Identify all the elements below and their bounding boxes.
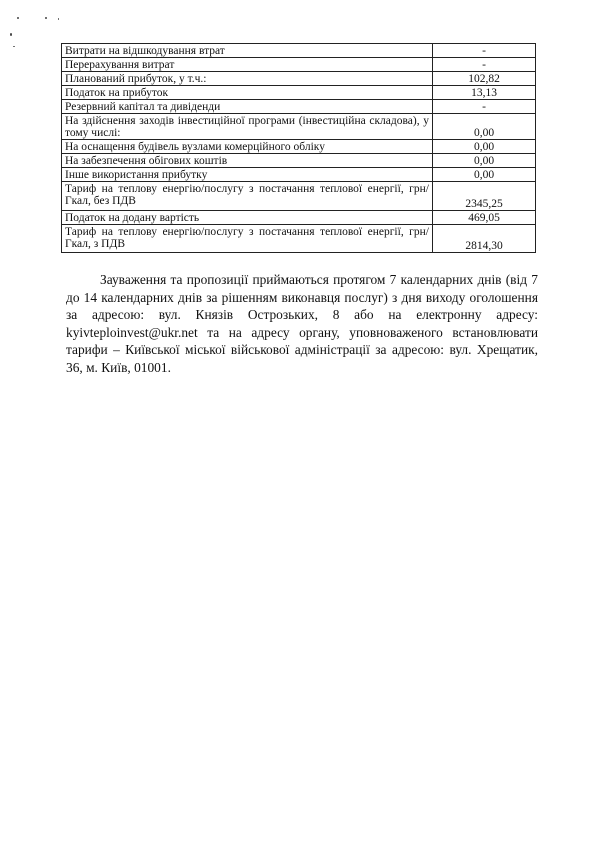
table-row xyxy=(62,86,536,100)
row-value: - xyxy=(433,44,536,58)
row-value: 13,13 xyxy=(433,86,536,100)
table-row xyxy=(62,44,536,58)
row-label: На оснащення будівель вузлами комерційного обліку xyxy=(62,140,433,154)
row-label: Податок на додану вартість xyxy=(62,211,433,225)
row-label: Податок на прибуток xyxy=(62,86,433,100)
row-label: На здійснення заходів інвестиційної програми (інвестиційна складова), у тому числі: xyxy=(62,114,433,140)
row-value: - xyxy=(433,100,536,114)
row-label: Перерахування витрат xyxy=(62,58,433,72)
row-value: 2814,30 xyxy=(433,225,536,253)
row-label: Планований прибуток, у т.ч.: xyxy=(62,72,433,86)
comments-notice: Зауваження та пропозиції приймаються протягом 7 календарних днів (від 7 до 14 календарних днів за рішенням виконавця послуг) з дня виходу оголошення за адресою: вул. Князів Острозьких, 8 або на електронну адресу: kyivteploinvest@ukr.net та на адресу органу, уповноваженого встановлювати тарифи – Київської міської військової адміністрації за адресою: вул. Хрещатик, 36, м. Київ, 01001. xyxy=(66,272,538,375)
row-value: 2345,25 xyxy=(433,182,536,211)
row-label: Тариф на теплову енергію/послугу з постачання теплової енергії, грн/Гкал, з ПДВ xyxy=(62,225,433,253)
row-value: 0,00 xyxy=(433,168,536,182)
table-row xyxy=(62,211,536,225)
table-row xyxy=(62,182,536,211)
row-label: Тариф на теплову енергію/послугу з постачання теплової енергії, грн/Гкал, без ПДВ xyxy=(62,182,433,211)
table-row xyxy=(62,168,536,182)
row-label: Інше використання прибутку xyxy=(62,168,433,182)
table-row xyxy=(62,100,536,114)
row-value: 0,00 xyxy=(433,114,536,140)
row-value: 102,82 xyxy=(433,72,536,86)
row-label: Витрати на відшкодування втрат xyxy=(62,44,433,58)
tariff-table xyxy=(61,43,536,253)
table-row xyxy=(62,58,536,72)
table-row xyxy=(62,225,536,253)
row-value: - xyxy=(433,58,536,72)
row-value: 469,05 xyxy=(433,211,536,225)
table-row xyxy=(62,114,536,140)
row-value: 0,00 xyxy=(433,154,536,168)
row-label: Резервний капітал та дивіденди xyxy=(62,100,433,114)
table-row xyxy=(62,154,536,168)
table-row xyxy=(62,72,536,86)
table-row xyxy=(62,140,536,154)
row-label: На забезпечення обігових коштів xyxy=(62,154,433,168)
row-value: 0,00 xyxy=(433,140,536,154)
